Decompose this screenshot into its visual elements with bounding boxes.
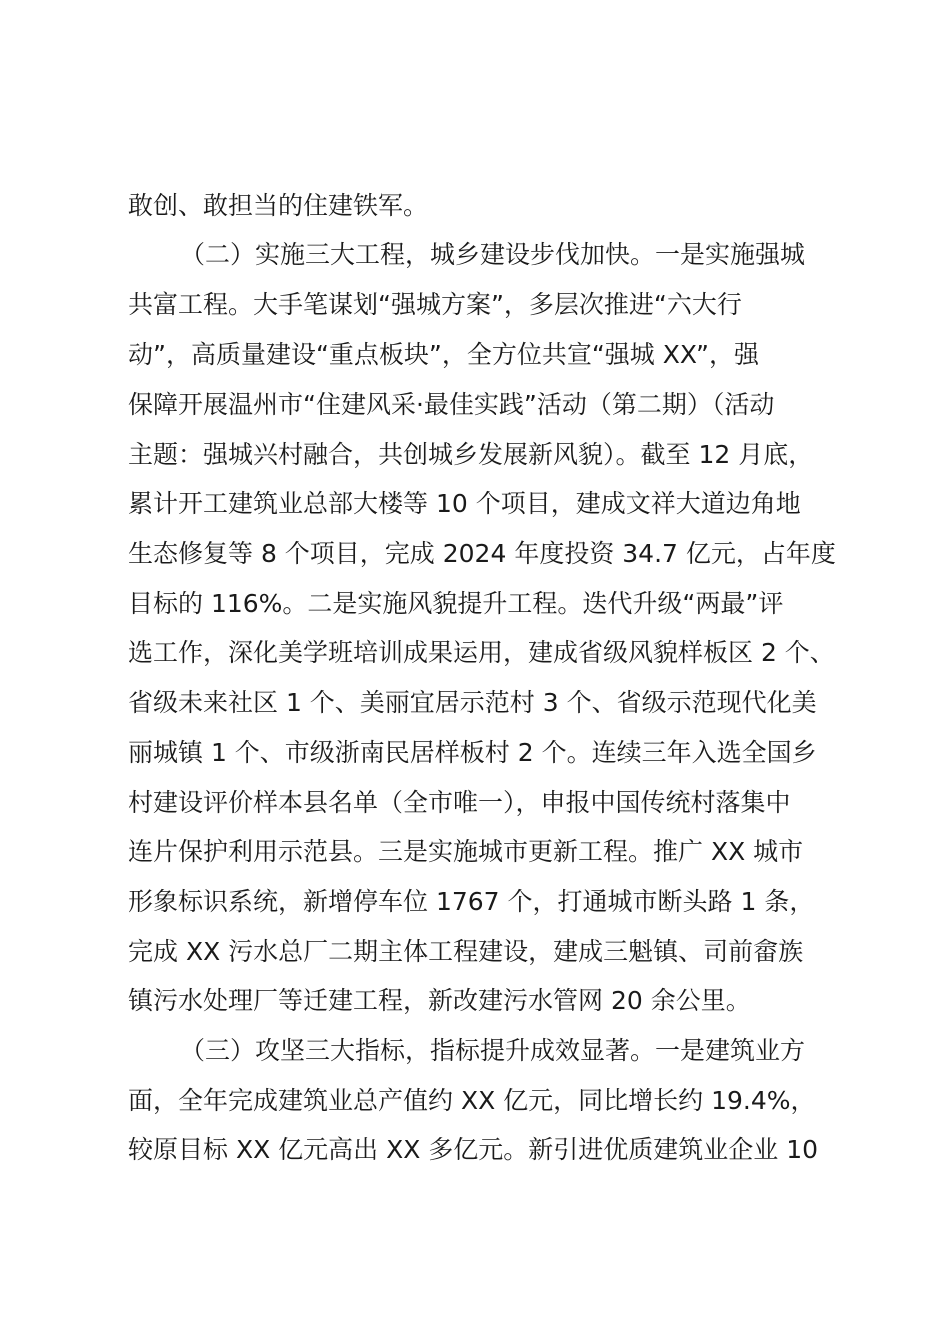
- paragraph-line: 动”，高质量建设“重点板块”，全方位共宣“强城 XX”，强: [128, 340, 759, 369]
- paragraph-line: 主题：强城兴村融合，共创城乡发展新风貌）。截至 12 月底，: [128, 440, 814, 469]
- paragraph-line: 目标的 116%。二是实施风貌提升工程。迭代升级“两最”评: [128, 589, 784, 618]
- paragraph-line: 完成 XX 污水总厂二期主体工程建设，建成三魁镇、司前畲族: [128, 937, 804, 966]
- paragraph-line: 保障开展温州市“住建风采·最佳实践”活动（第二期）（活动: [128, 390, 775, 419]
- paragraph-line: 丽城镇 1 个、市级浙南民居样板村 2 个。连续三年入选全国乡: [128, 738, 817, 767]
- paragraph-line: 省级未来社区 1 个、美丽宜居示范村 3 个、省级示范现代化美: [128, 688, 817, 717]
- paragraph-line: （二）实施三大工程，城乡建设步伐加快。一是实施强城: [180, 240, 806, 269]
- paragraph-line: 选工作，深化美学班培训成果运用，建成省级风貌样板区 2 个、: [128, 638, 835, 667]
- paragraph-line: （三）攻坚三大指标，指标提升成效显著。一是建筑业方: [180, 1036, 806, 1065]
- paragraph-line: 形象标识系统，新增停车位 1767 个，打通城市断头路 1 条，: [128, 887, 815, 916]
- paragraph-line: 连片保护利用示范县。三是实施城市更新工程。推广 XX 城市: [128, 837, 804, 866]
- paragraph-line: 敢创、敢担当的住建铁军。: [128, 191, 429, 220]
- paragraph-line: 累计开工建筑业总部大楼等 10 个项目，建成文祥大道边角地: [128, 489, 801, 518]
- paragraph-line: 共富工程。大手笔谋划“强城方案”，多层次推进“六大行: [128, 290, 742, 319]
- paragraph-line: 镇污水处理厂等迁建工程，新改建污水管网 20 余公里。: [128, 986, 751, 1015]
- paragraph-line: 面，全年完成建筑业总产值约 XX 亿元，同比增长约 19.4%，: [128, 1086, 816, 1115]
- paragraph-line: 较原目标 XX 亿元高出 XX 多亿元。新引进优质建筑业企业 10: [128, 1135, 819, 1164]
- paragraph-line: 生态修复等 8 个项目，完成 2024 年度投资 34.7 亿元，占年度: [128, 539, 836, 568]
- paragraph-line: 村建设评价样本县名单（全市唯一），申报中国传统村落集中: [128, 788, 791, 817]
